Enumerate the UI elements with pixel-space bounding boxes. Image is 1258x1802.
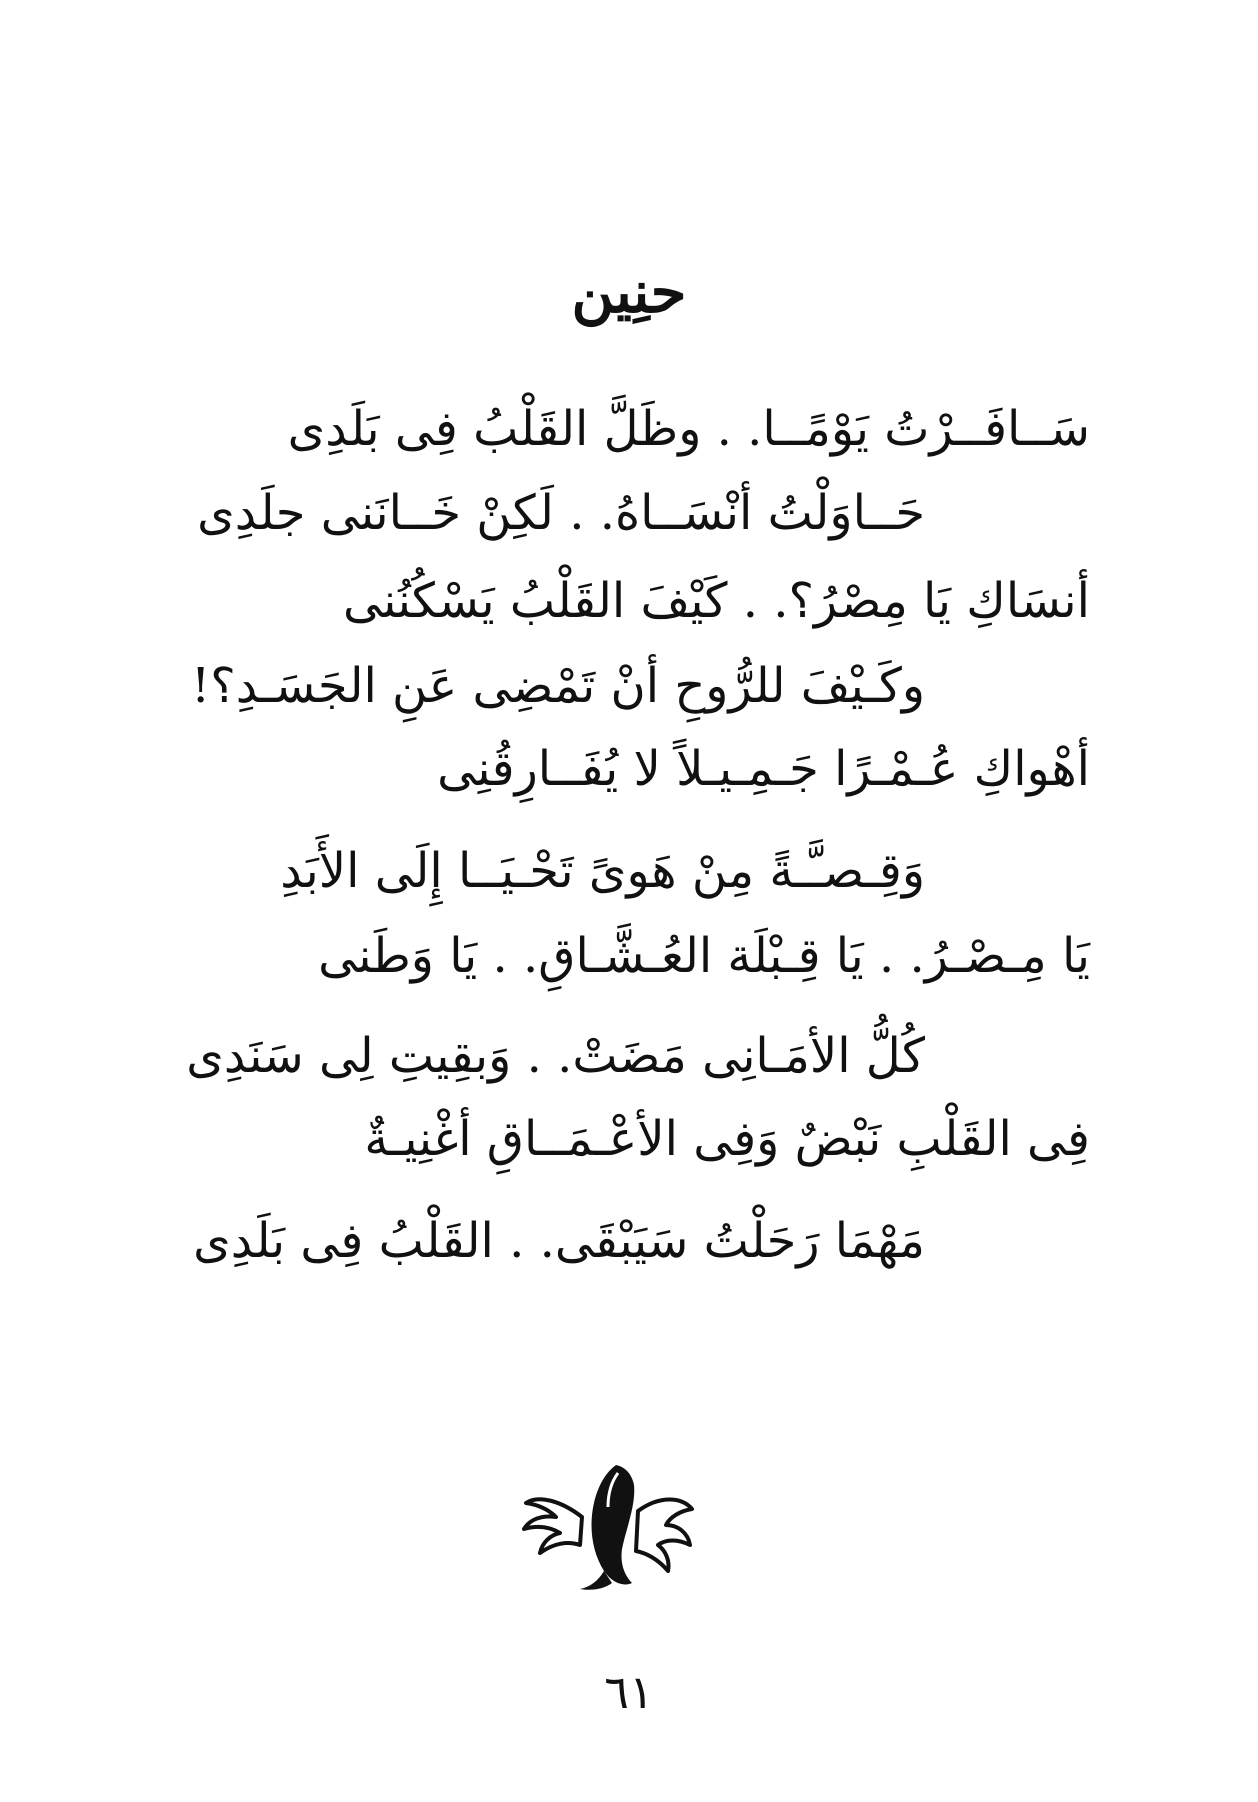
verse-line: فِى القَلْبِ نَبْضٌ وَفِى الأعْـمَــاقِ أغْنِيـةٌ bbox=[364, 1111, 1090, 1167]
verse-line: كُلُّ الأمَـانِى مَضَتْ. . وَبقِيتِ لِى سَنَدِى bbox=[186, 1028, 925, 1084]
verse-block bbox=[150, 915, 1090, 997]
verse-block bbox=[150, 1015, 1090, 1097]
verse-line: يَا مِـصْـرُ. . يَا قِـبْلَة العُـشَّـاقِ. . يَا وَطَنى bbox=[318, 928, 1090, 984]
verse-block bbox=[150, 645, 1090, 727]
poem-title: حنِين bbox=[571, 258, 687, 326]
verse-block bbox=[150, 830, 1090, 912]
verse-line: أهْواكِ عُـمْـرًا جَـمِـيـلاً لا يُفَــارِقُنِى bbox=[437, 741, 1090, 797]
verse-line: مَهْمَا رَحَلْتُ سَيَبْقَى. . القَلْبُ فِى بَلَدِى bbox=[193, 1213, 925, 1269]
verse-line: حَــاوَلْتُ أنْسَــاهُ. . لَكِنْ خَــانَنى جلَدِى bbox=[197, 485, 925, 541]
verse-block bbox=[150, 728, 1090, 810]
verse-line: وكَـيْفَ للرُّوحِ أنْ تَمْضِى عَنِ الجَسَـدِ؟! bbox=[190, 658, 925, 714]
verse-line: سَــافَــرْتُ يَوْمًــا. . وظَلَّ القَلْبُ فِى بَلَدِى bbox=[287, 401, 1090, 457]
verse-block bbox=[150, 1200, 1090, 1282]
verse-line: وَقِـصـَّـةً مِنْ هَوىً تَحْـيَــا إِلَى الأَبَدِ bbox=[280, 843, 925, 899]
verse-block bbox=[150, 388, 1090, 470]
verse-block bbox=[150, 472, 1090, 554]
verse-block bbox=[150, 1098, 1090, 1180]
verse-line: أنسَاكِ يَا مِصْرُ؟. . كَيْفَ القَلْبُ يَسْكُنُنى bbox=[343, 573, 1090, 629]
verse-block bbox=[150, 560, 1090, 642]
dove-icon bbox=[520, 1455, 700, 1595]
page-number: ٦١ bbox=[604, 1665, 654, 1719]
